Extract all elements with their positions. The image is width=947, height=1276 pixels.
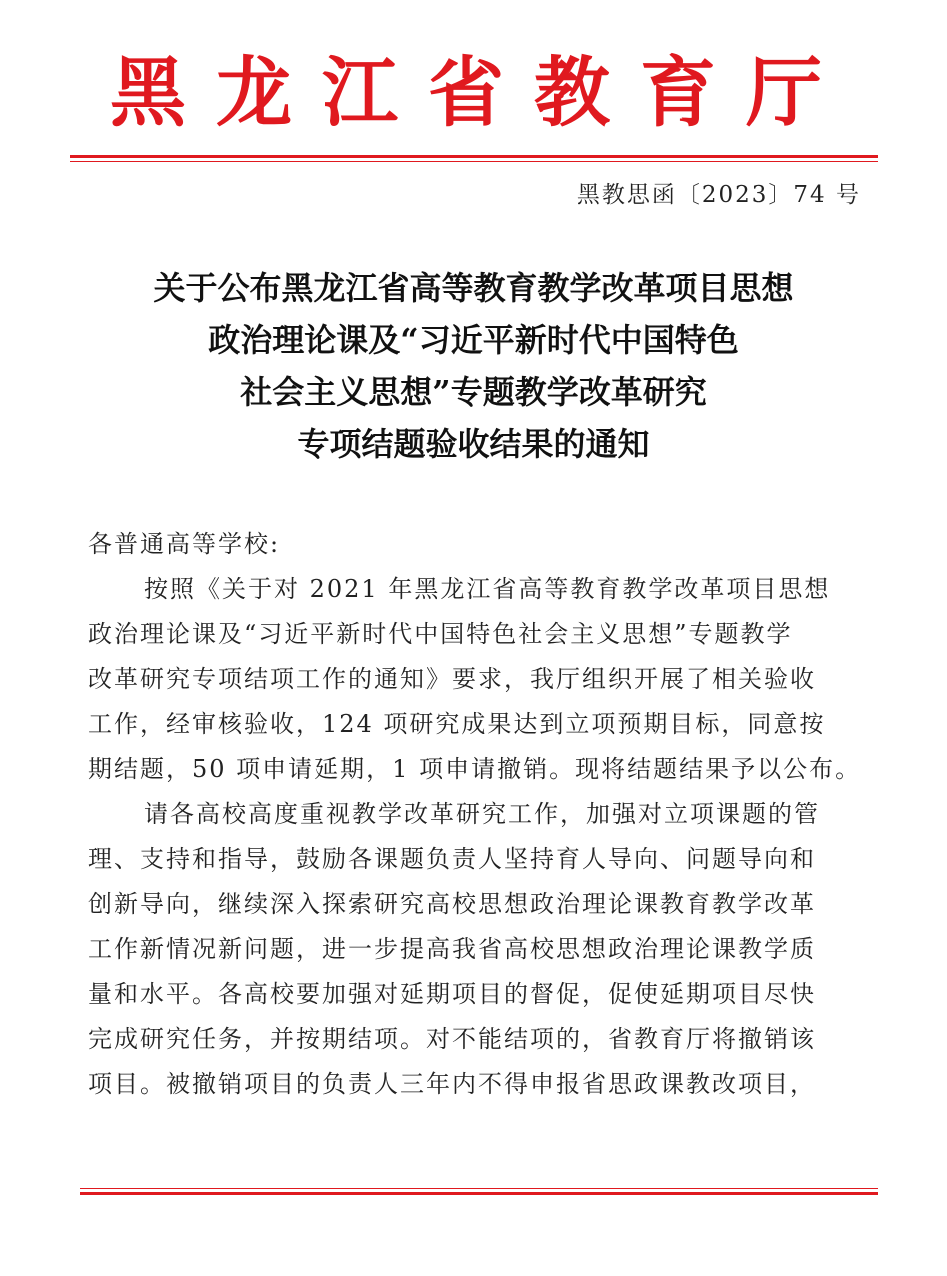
paragraph-1	[88, 567, 863, 792]
issuing-authority-header: 黑龙江省教育厅	[110, 48, 852, 137]
header-divider-thin	[70, 161, 878, 162]
document-number: 黑教思函〔2023〕74 号	[576, 182, 861, 208]
paragraph-line: 请各高校高度重视教学改革研究工作，加强对立项课题的管	[144, 800, 820, 828]
footer-divider-thin	[80, 1188, 878, 1189]
document-title	[60, 262, 887, 470]
paragraph-line: 工作，经审核验收，124 项研究成果达到立项预期目标，同意按	[88, 710, 826, 738]
document-body	[88, 522, 863, 1107]
salutation: 各普通高等学校:	[88, 530, 281, 558]
paragraph-line: 期结题，50 项申请延期，1 项申请撤销。现将结题结果予以公布。	[88, 755, 862, 783]
paragraph-line: 政治理论课及“习近平新时代中国特色社会主义思想”专题教学	[88, 620, 793, 648]
paragraph-line: 按照《关于对 2021 年黑龙江省高等教育教学改革项目思想	[144, 575, 831, 603]
title-line: 社会主义思想”专题教学改革研究	[240, 373, 707, 411]
paragraph-line: 理、支持和指导，鼓励各课题负责人坚持育人导向、问题导向和	[88, 845, 816, 873]
footer-divider-thick	[80, 1192, 878, 1195]
paragraph-line: 工作新情况新问题，进一步提高我省高校思想政治理论课教学质	[88, 935, 816, 963]
paragraph-line: 创新导向，继续深入探索研究高校思想政治理论课教育教学改革	[88, 890, 816, 918]
title-line: 专项结题验收结果的通知	[297, 425, 650, 463]
paragraph-line: 完成研究任务，并按期结项。对不能结项的，省教育厅将撤销该	[88, 1025, 816, 1053]
paragraph-2	[88, 792, 863, 1107]
header-divider-thick	[70, 155, 878, 158]
paragraph-line: 改革研究专项结项工作的通知》要求，我厅组织开展了相关验收	[88, 665, 816, 693]
paragraph-line: 项目。被撤销项目的负责人三年内不得申报省思政课教改项目，	[88, 1070, 816, 1098]
paragraph-line: 量和水平。各高校要加强对延期项目的督促，促使延期项目尽快	[88, 980, 816, 1008]
title-line: 关于公布黑龙江省高等教育教学改革项目思想	[153, 269, 794, 307]
title-line: 政治理论课及“习近平新时代中国特色	[208, 321, 739, 359]
